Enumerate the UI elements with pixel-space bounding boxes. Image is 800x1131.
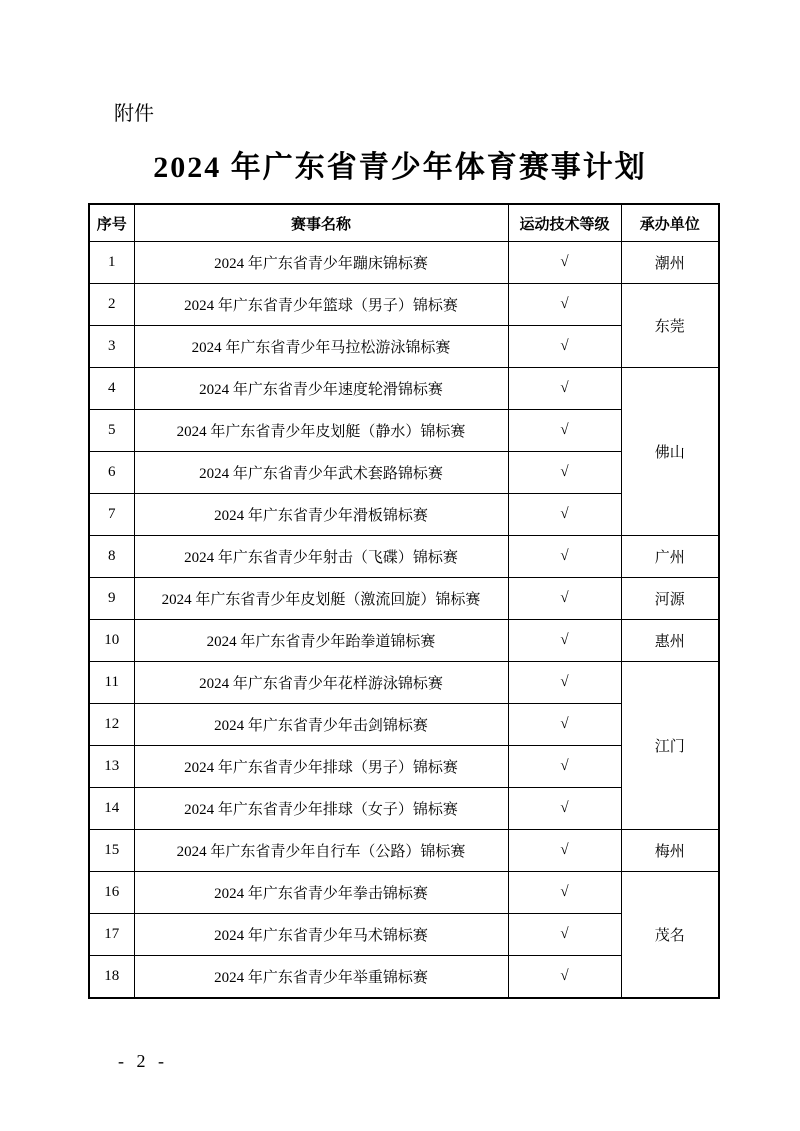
sport-level-check-cell: √ [508,662,621,704]
sport-level-check-cell: √ [508,788,621,830]
sport-level-check-cell: √ [508,368,621,410]
row-number-cell: 15 [89,830,134,872]
sport-level-check-cell: √ [508,578,621,620]
page-number: - 2 - [118,1051,166,1071]
table-body [89,242,719,999]
table-header-row [89,204,719,242]
sport-level-check-cell: √ [508,704,621,746]
host-unit-cell: 梅州 [621,830,719,872]
sport-level-check-cell: √ [508,242,621,284]
event-name-cell: 2024 年广东省青少年排球（女子）锦标赛 [134,788,508,830]
event-name-cell: 2024 年广东省青少年蹦床锦标赛 [134,242,508,284]
event-name-cell: 2024 年广东省青少年武术套路锦标赛 [134,452,508,494]
host-unit-cell: 江门 [621,662,719,830]
row-number-cell: 5 [89,410,134,452]
event-name-cell: 2024 年广东省青少年马术锦标赛 [134,914,508,956]
row-number-cell: 13 [89,746,134,788]
table-row [89,662,719,704]
table-header [89,204,719,242]
table-row [89,872,719,914]
event-name-cell: 2024 年广东省青少年皮划艇（静水）锦标赛 [134,410,508,452]
event-name-cell: 2024 年广东省青少年排球（男子）锦标赛 [134,746,508,788]
event-name-cell: 2024 年广东省青少年跆拳道锦标赛 [134,620,508,662]
table-row [89,830,719,872]
row-number-cell: 14 [89,788,134,830]
table-row [89,620,719,662]
host-unit-cell: 河源 [621,578,719,620]
event-name-cell: 2024 年广东省青少年篮球（男子）锦标赛 [134,284,508,326]
host-unit-cell: 潮州 [621,242,719,284]
host-unit-cell: 惠州 [621,620,719,662]
row-number-cell: 4 [89,368,134,410]
event-name-cell: 2024 年广东省青少年速度轮滑锦标赛 [134,368,508,410]
page-title: 2024 年广东省青少年体育赛事计划 [153,151,647,184]
event-name-cell: 2024 年广东省青少年滑板锦标赛 [134,494,508,536]
event-name-cell: 2024 年广东省青少年马拉松游泳锦标赛 [134,326,508,368]
table-row [89,368,719,410]
row-number-cell: 10 [89,620,134,662]
event-name-cell: 2024 年广东省青少年射击（飞碟）锦标赛 [134,536,508,578]
event-name-cell: 2024 年广东省青少年举重锦标赛 [134,956,508,999]
host-unit-cell: 东莞 [621,284,719,368]
sport-level-check-cell: √ [508,284,621,326]
sport-level-check-cell: √ [508,326,621,368]
host-unit-cell: 佛山 [621,368,719,536]
row-number-cell: 7 [89,494,134,536]
sport-level-check-cell: √ [508,872,621,914]
sport-level-check-cell: √ [508,410,621,452]
event-name-cell: 2024 年广东省青少年皮划艇（激流回旋）锦标赛 [134,578,508,620]
event-name-cell: 2024 年广东省青少年自行车（公路）锦标赛 [134,830,508,872]
event-name-cell: 2024 年广东省青少年花样游泳锦标赛 [134,662,508,704]
host-unit-cell: 茂名 [621,872,719,999]
row-number-cell: 2 [89,284,134,326]
attachment-label: 附件 [114,103,154,125]
table-row [89,242,719,284]
row-number-cell: 11 [89,662,134,704]
sport-level-check-cell: √ [508,956,621,999]
row-number-cell: 6 [89,452,134,494]
sport-level-check-cell: √ [508,494,621,536]
column-header-host-unit: 承办单位 [621,204,719,242]
event-name-cell: 2024 年广东省青少年拳击锦标赛 [134,872,508,914]
sport-level-check-cell: √ [508,536,621,578]
row-number-cell: 1 [89,242,134,284]
column-header-sport-level: 运动技术等级 [508,204,621,242]
row-number-cell: 18 [89,956,134,999]
sport-level-check-cell: √ [508,452,621,494]
host-unit-cell: 广州 [621,536,719,578]
row-number-cell: 9 [89,578,134,620]
sport-level-check-cell: √ [508,746,621,788]
sport-level-check-cell: √ [508,914,621,956]
column-header-no: 序号 [89,204,134,242]
row-number-cell: 3 [89,326,134,368]
events-table [88,203,720,999]
table-row [89,578,719,620]
row-number-cell: 16 [89,872,134,914]
row-number-cell: 12 [89,704,134,746]
event-name-cell: 2024 年广东省青少年击剑锦标赛 [134,704,508,746]
sport-level-check-cell: √ [508,620,621,662]
column-header-event-name: 赛事名称 [134,204,508,242]
table-row [89,536,719,578]
sport-level-check-cell: √ [508,830,621,872]
row-number-cell: 8 [89,536,134,578]
table-row [89,284,719,326]
row-number-cell: 17 [89,914,134,956]
